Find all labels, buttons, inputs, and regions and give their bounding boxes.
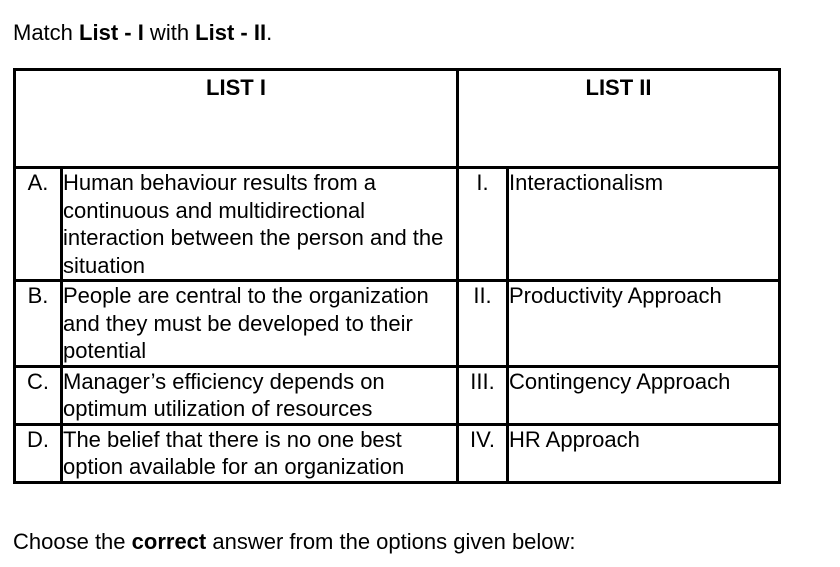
- row-roman: IV.: [458, 424, 508, 482]
- row-letter: C.: [15, 366, 62, 424]
- table-row: [15, 366, 780, 424]
- list1-item: Human behaviour results from a continuous and multidirectional interaction between the person and the situation: [62, 168, 458, 281]
- table-row: [15, 424, 780, 482]
- list1-name: List - I: [79, 20, 144, 45]
- table-row: [15, 281, 780, 367]
- list2-header: LIST II: [458, 70, 780, 168]
- list1-header: LIST I: [15, 70, 458, 168]
- list2-item: Contingency Approach: [508, 366, 780, 424]
- instruction-emphasis: correct: [131, 529, 207, 554]
- table-row: [15, 168, 780, 281]
- question-text: [13, 20, 272, 46]
- row-letter: D.: [15, 424, 62, 482]
- row-roman: I.: [458, 168, 508, 281]
- header-row: [15, 70, 780, 168]
- list1-item: The belief that there is no one best option available for an organization: [62, 424, 458, 482]
- instruction-text: [13, 529, 576, 555]
- row-roman: II.: [458, 281, 508, 367]
- list1-item: Manager’s efficiency depends on optimum utilization of resources: [62, 366, 458, 424]
- instruction-prefix: Choose the: [13, 529, 132, 554]
- instruction-suffix: answer from the options given below:: [206, 529, 576, 554]
- match-table: [13, 68, 781, 484]
- list2-item: Productivity Approach: [508, 281, 780, 367]
- list2-item: Interactionalism: [508, 168, 780, 281]
- row-letter: B.: [15, 281, 62, 367]
- row-roman: III.: [458, 366, 508, 424]
- question-suffix: .: [266, 20, 273, 45]
- list2-item: HR Approach: [508, 424, 780, 482]
- question-prefix: Match: [13, 20, 80, 45]
- question-middle: with: [143, 20, 196, 45]
- row-letter: A.: [15, 168, 62, 281]
- list1-item: People are central to the organization and they must be developed to their potential: [62, 281, 458, 367]
- list2-name: List - II: [195, 20, 267, 45]
